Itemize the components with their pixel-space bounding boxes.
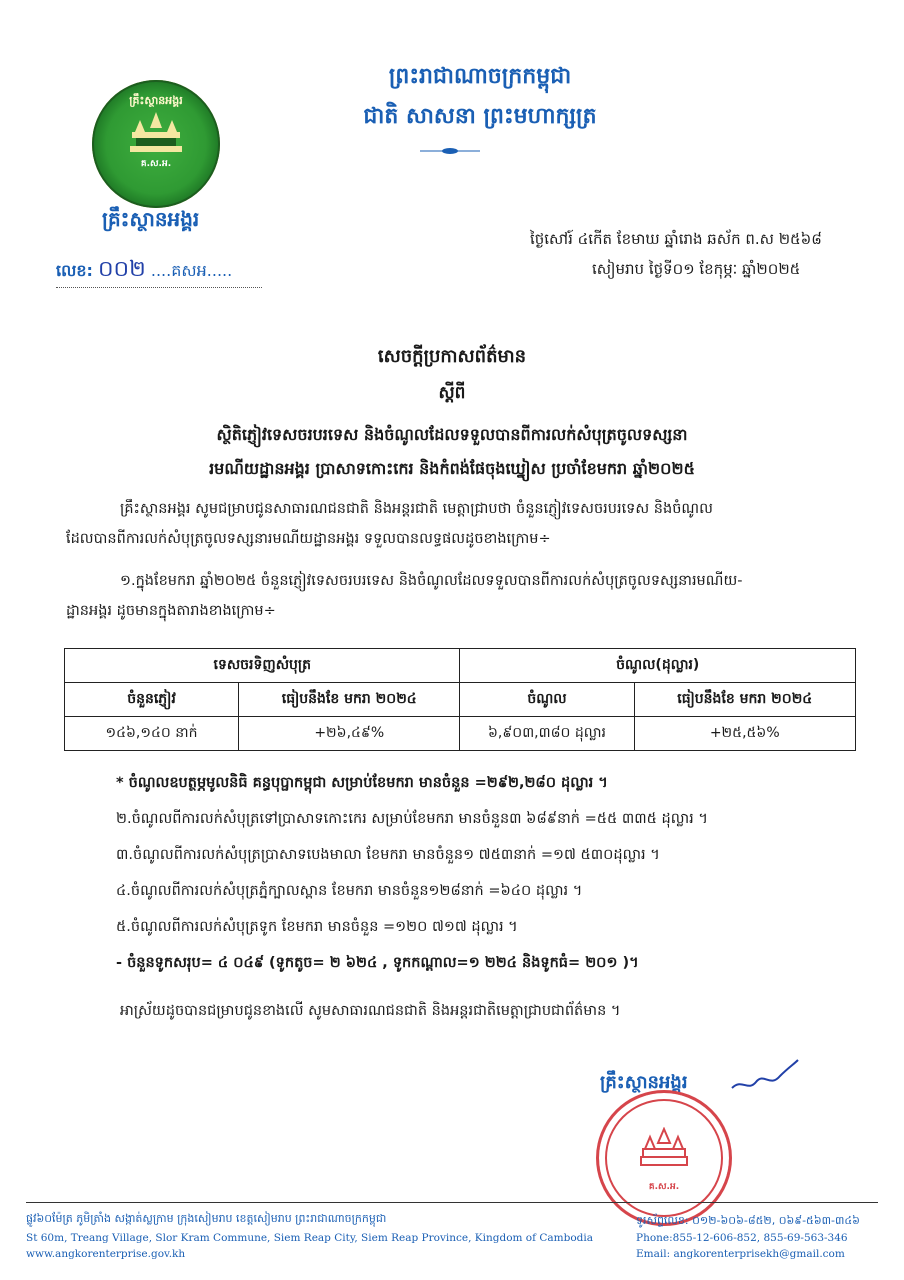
revenue-value: ៦,៩០៣,៣៨០ ដុល្លារ: [460, 717, 634, 751]
item1-line2: ដ្ឋានអង្គរ ដូចមានក្នុងតារាងខាងក្រោម÷: [66, 603, 276, 619]
reference-suffix: ....គសអ.....: [150, 261, 233, 280]
boats-total: - ចំនួនទូកសរុប= ៤ ០៤៩ (ទូកតូច= ២ ៦២៤ , ទូកកណ្តាល=១ ២២៤ និងទូកធំ= ២០១ )។: [116, 955, 639, 971]
logo-abbreviation: គ.ស.អ.: [140, 159, 172, 169]
visitors-value: ១៤៦,១៤០ នាក់: [65, 717, 239, 751]
reference-value: ០០២: [97, 257, 146, 282]
group-revenue-header: ចំណូល(ដុល្លារ): [460, 649, 856, 683]
footer-address-km: ផ្លូវ៦០ម៉ែត្រ ភូមិត្រាំង សង្កាត់ស្លក្រាម ក្រុងសៀមរាប ខេត្តសៀមរាប ព្រះរាជាណាចក្រកម្ពុជា: [26, 1212, 387, 1225]
reference-number: [56, 255, 262, 288]
statistics-table: [64, 648, 856, 751]
footer-phone-km: ទូរស័ព្ទលេខ: ០១២-៦០៦-៨៥២, ០៦៩-៥៦៣-៣៤៦: [636, 1214, 860, 1227]
footer-phone-en: Phone:855-12-606-852, 855-69-563-346: [636, 1232, 848, 1244]
footer-divider: [26, 1202, 878, 1203]
intro-paragraph-line1: គ្រឹះស្ថានអង្គរ សូមជម្រាបជូនសាធារណជនជាតិ និងអន្តរជាតិ មេត្តាជ្រាបថា ចំនួនភ្ញៀវទេសចរបរទេស និងចំណូល: [120, 501, 713, 517]
lunar-date: ថ្ងៃសៅរ៍ ៤កើត ខែមាឃ ឆ្នាំរោង ឆស័ក ព.ស ២៥៦៨: [530, 230, 822, 248]
footer-email-link[interactable]: Email: angkorenterprisekh@gmail.com: [636, 1248, 845, 1260]
intro-paragraph-line2: ដែលបានពីការលក់សំបុត្រចូលទស្សនារមណីយដ្ឋានអង្គរ ទទួលបានលទ្ធផលដូចខាងក្រោម÷: [66, 531, 551, 547]
kingdom-heading: ព្រះរាជាណាចក្រកម្ពុជា: [388, 64, 572, 89]
reference-label: លេខ:: [56, 261, 93, 280]
footer-address-en: St 60m, Treang Village, Slor Kram Commune, Siem Reap City, Siem Reap Province, Kingdom of Cambodia: [26, 1232, 593, 1244]
document-topic-line1: ស្ថិតិភ្ញៀវទេសចរបរទេស និងចំណូលដែលទទួលបានពីការលក់សំបុត្រចូលទស្សនា: [216, 425, 688, 444]
temple-icon: [126, 110, 186, 158]
document-subtitle: ស្តីពី: [438, 383, 466, 403]
national-motto: ជាតិ សាសនា ព្រះមហាក្សត្រ: [363, 104, 597, 129]
fund-note: * ចំណូលឧបត្ថម្ភមូលនិធិ គន្ធបុប្ផាកម្ពុជា សម្រាប់ខែមករា មានចំនួន =២៩២,២៨០ ដុល្លារ ។: [116, 775, 608, 791]
stamp-abbreviation: គ.ស.អ.: [648, 1182, 680, 1192]
col-revenue-compare-header: ធៀបនឹងខែ មករា ២០២៤: [634, 683, 856, 717]
group-visitors-header: ទេសចរទិញសំបុត្រ: [65, 649, 460, 683]
list-item: ៤.ចំណូលពីការលក់សំបុត្រភ្នំក្បាលស្ពាន ខែមករា មានចំនួន១២៨នាក់ =៦៤០ ដុល្លារ ។: [116, 883, 583, 899]
organization-logo: [92, 80, 220, 208]
table-group-header-row: [65, 649, 856, 683]
ornament-divider-icon: [420, 146, 480, 156]
solar-date: សៀមរាប ថ្ងៃទី០១ ខែកុម្ភៈ ឆ្នាំ២០២៥: [592, 260, 801, 278]
official-stamp: [596, 1090, 732, 1226]
revenue-compare-value: +២៥,៥៦%: [634, 717, 856, 751]
table-column-header-row: [65, 683, 856, 717]
item1-line1: ១.ក្នុងខែមករា ឆ្នាំ២០២៥ ចំនួនភ្ញៀវទេសចរបរទេស និងចំណូលដែលទទួលបានពីការលក់សំបុត្រចូលទស្សនារមណីយ-: [120, 573, 743, 589]
organization-name: គ្រឹះស្ថានអង្គរ: [102, 207, 200, 231]
col-visitors-header: ចំនួនភ្ញៀវ: [65, 683, 239, 717]
col-visitors-compare-header: ធៀបនឹងខែ មករា ២០២៤: [239, 683, 460, 717]
logo-text: គ្រឹះស្ថានអង្គរ: [129, 94, 183, 107]
closing-paragraph: អាស្រ័យដូចបានជម្រាបជូនខាងលើ សូមសាធារណជនជាតិ និងអន្តរជាតិមេត្តាជ្រាបជាព័ត៌មាន ។: [120, 1003, 621, 1019]
visitors-compare-value: +២៦,៤៩%: [239, 717, 460, 751]
document-topic-line2: រមណីយដ្ឋានអង្គរ ប្រាសាទកោះកេរ និងកំពង់ផែចុងឃ្នៀស ប្រចាំខែមករា ឆ្នាំ២០២៥: [209, 459, 695, 478]
document-title: សេចក្តីប្រកាសព័ត៌មាន: [377, 346, 527, 367]
list-item: ៣.ចំណូលពីការលក់សំបុត្រប្រាសាទបេងមាលា ខែមករា មានចំនួន១ ៧៥៣នាក់ =១៧ ៥៣០ដុល្លារ ។: [116, 847, 660, 863]
list-item: ៥.ចំណូលពីការលក់សំបុត្រទូក ខែមករា មានចំនួន =១២០ ៧១៧ ដុល្លារ ។: [116, 919, 518, 935]
signature-organization: គ្រឹះស្ថានអង្គរ: [600, 1072, 688, 1093]
table-row: [65, 717, 856, 751]
col-revenue-header: ចំណូល: [460, 683, 634, 717]
list-item: ២.ចំណូលពីការលក់សំបុត្រទៅប្រាសាទកោះកេរ សម្រាប់ខែមករា មានចំនួន៣ ៦៨៩នាក់ =៥៥ ៣៣៥ ដុល្លារ ។: [116, 811, 708, 827]
stamp-temple-icon: [639, 1127, 689, 1171]
footer-website-link[interactable]: www.angkorenterprise.gov.kh: [26, 1248, 186, 1260]
signature-icon: [730, 1058, 800, 1098]
